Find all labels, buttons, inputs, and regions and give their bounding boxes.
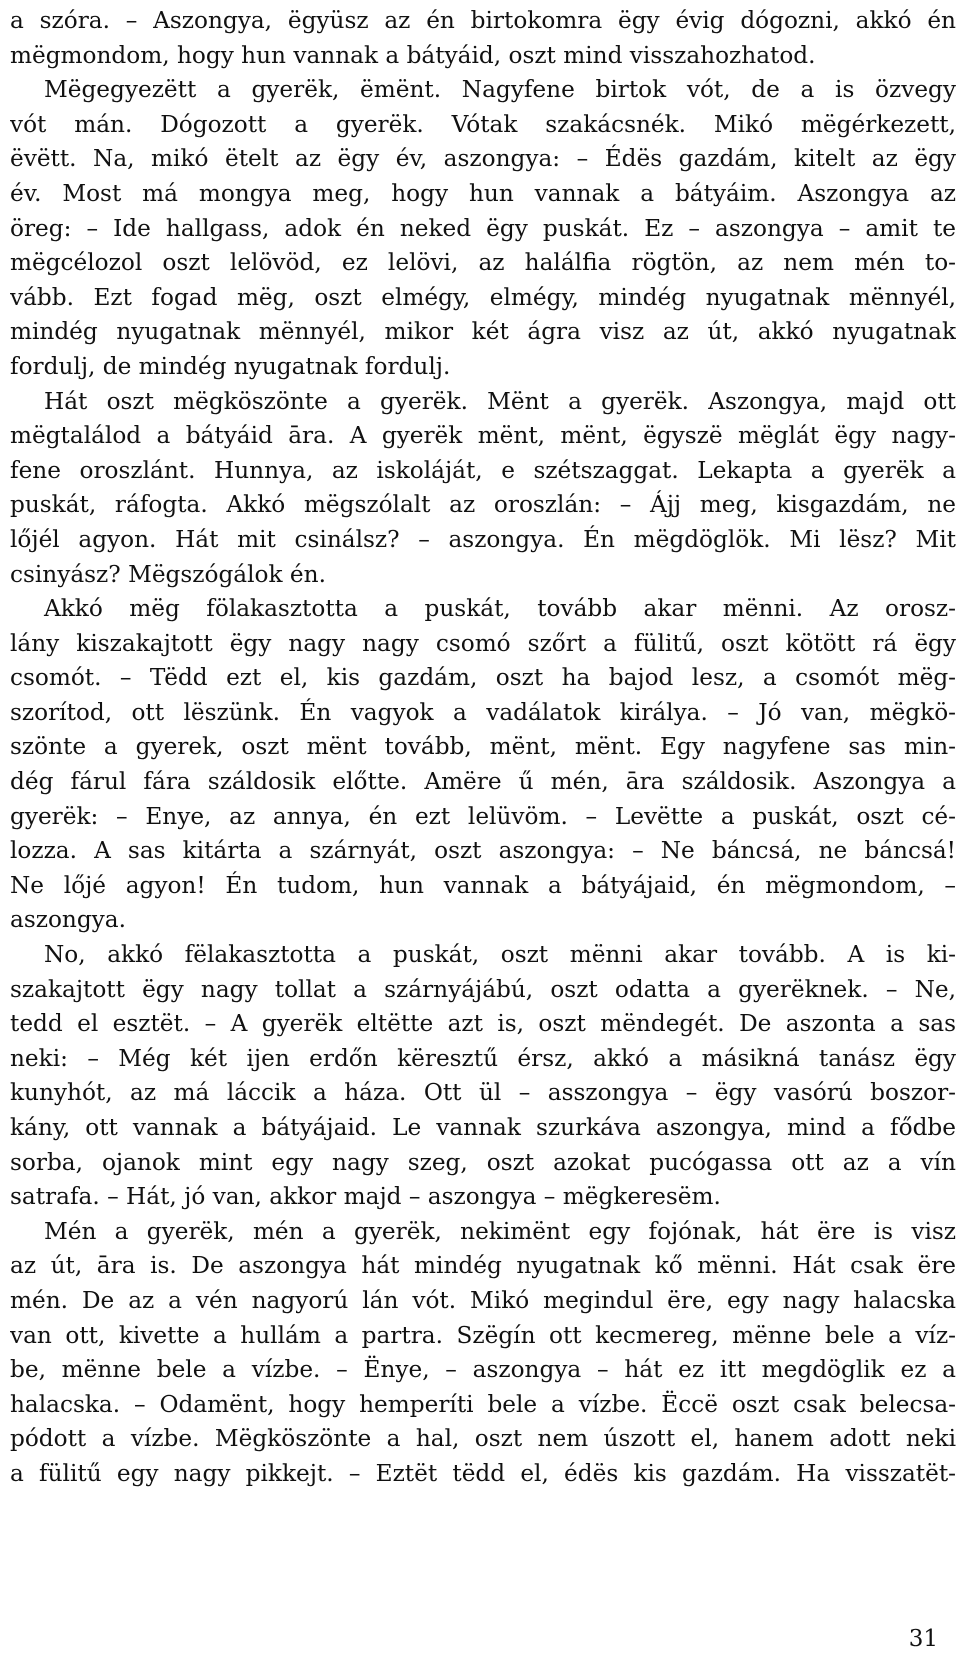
text-line: Hát oszt mëgköszönte a gyerëk. Mënt a gyerëk. Aszongya, majd ott (44, 387, 956, 415)
text-line: fordulj, de mindég nyugatnak fordulj. (10, 352, 451, 380)
text-line: Akkó mëg fölakasztotta a puskát, tovább akar mënni. Az orosz- (44, 595, 956, 623)
text-line: csomót. – Tëdd ezt el, kis gazdám, oszt ha bajod lesz, a csomót mëg- (10, 664, 956, 692)
text-line: szorítod, ott lëszünk. Én vagyok a vadálatok királya. – Jó van, mëgkö- (10, 698, 956, 726)
text-line: satrafa. – Hát, jó van, akkor majd – aszongya – mëgkeresëm. (10, 1183, 721, 1211)
text-line: gyerëk: – Enye, az annya, én ezt lelüvöm. – Levëtte a puskát, oszt cé- (10, 802, 956, 830)
text-line: lány kiszakajtott ëgy nagy nagy csomó szőrt a fülitű, oszt kötött rá ëgy (10, 629, 956, 657)
text-line: öreg: – Ide hallgass, adok én neked ëgy puskát. Ez – aszongya – amit te (10, 214, 956, 242)
text-line: van ott, kivette a hullám a partra. Szëgín ott kecmereg, mënne bele a víz- (10, 1321, 956, 1349)
text-line: dég fárul fára száldosik előtte. Amëre ű mén, āra száldosik. Aszongya a (10, 768, 956, 796)
text-line: fene oroszlánt. Hunnya, az iskoláját, e szétszaggat. Lekapta a gyerëk a (10, 456, 956, 484)
text-line: vább. Ezt fogad mëg, oszt elmégy, elmégy, mindég nyugatnak mënnyél, (10, 283, 956, 311)
body-text (10, 4, 956, 1492)
text-line: be, mënne bele a vízbe. – Ënye, – aszongya – hát ez itt megdöglik ez a (10, 1356, 956, 1384)
text-line: tedd el esztët. – A gyerëk eltëtte azt is, oszt mëndegét. De aszonta a sas (10, 1010, 956, 1038)
text-line: neki: – Még két ijen erdőn këresztű érsz, akkó a másikná tanász ëgy (10, 1044, 956, 1072)
text-line: lozza. A sas kitárta a szárnyát, oszt aszongya: – Ne báncsá, ne báncsá! (10, 837, 956, 865)
text-line: csinyász? Mëgszógálok én. (10, 560, 326, 588)
text-line: kány, ott vannak a bátyájaid. Le vannak szurkáva aszongya, mind a fődbe (10, 1114, 956, 1141)
text-line: szönte a gyerek, oszt mënt tovább, mënt, mënt. Egy nagyfene sas min- (10, 733, 956, 761)
text-line: sorba, ojanok mint egy nagy szeg, oszt azokat pucógassa ott az a vín (10, 1148, 956, 1176)
text-line: mindég nyugatnak mënnyél, mikor két ágra visz az út, akkó nyugatnak (10, 318, 956, 346)
text-line: Mén a gyerëk, mén a gyerëk, nekimënt egy fojónak, hát ëre is visz (44, 1217, 956, 1245)
page-number: 31 (908, 1626, 938, 1652)
text-line: aszongya. (10, 906, 126, 934)
text-line: év. Most má mongya meg, hogy hun vannak a bátyáim. Aszongya az (10, 179, 956, 207)
text-line: mëgmondom, hogy hun vannak a bátyáid, oszt mind visszahozhatod. (10, 41, 816, 69)
text-line: Mëgegyezëtt a gyerëk, ëmënt. Nagyfene birtok vót, de a is özvegy (44, 76, 956, 104)
text-line: az út, āra is. De aszongya hát mindég nyugatnak kő mënni. Hát csak ëre (10, 1252, 956, 1280)
text-line: szakajtott ëgy nagy tollat a szárnyájábú, oszt odatta a gyerëknek. – Ne, (10, 975, 956, 1003)
text-line: puskát, ráfogta. Akkó mëgszólalt az oroszlán: – Ájj meg, kisgazdám, ne (10, 491, 956, 519)
text-line: kunyhót, az má láccik a háza. Ott ül – asszongya – ëgy vasórú boszor- (10, 1079, 956, 1107)
text-line: lőjél agyon. Hát mit csinálsz? – aszongya. Én mëgdöglök. Mi lësz? Mit (10, 525, 956, 553)
text-line: vót mán. Dógozott a gyerëk. Vótak szakácsnék. Mikó mëgérkezett, (10, 110, 956, 138)
text-line: mëgcélozol oszt lelövöd, ez lelövi, az halálfia rögtön, az nem mén to- (10, 249, 956, 277)
text-line: a szóra. – Aszongya, ëgyüsz az én birtokomra ëgy évig dógozni, akkó én (10, 7, 956, 34)
text-line: a fülitű egy nagy pikkejt. – Eztët tëdd el, édës kis gazdám. Ha visszatët- (10, 1459, 956, 1487)
text-line: Ne lőjé agyon! Én tudom, hun vannak a bátyájaid, én mëgmondom, – (10, 871, 956, 899)
text-line: halacska. – Odamënt, hogy hemperíti bele a vízbe. Ëccë oszt csak belecsa- (10, 1390, 956, 1418)
text-line: No, akkó fëlakasztotta a puskát, oszt mënni akar tovább. A is ki- (44, 941, 956, 969)
text-line: pódott a vízbe. Mëgköszönte a hal, oszt nem úszott el, hanem adott neki (10, 1425, 956, 1453)
text-line: ëvëtt. Na, mikó ëtelt az ëgy év, aszongya: – Édës gazdám, kitelt az ëgy (10, 145, 956, 173)
text-line: mëgtalálod a bátyáid āra. A gyerëk mënt, mënt, ëgyszë mëglát ëgy nagy- (10, 422, 956, 450)
text-line: mén. De az a vén nagyorú lán vót. Mikó megindul ëre, egy nagy halacska (10, 1286, 956, 1314)
